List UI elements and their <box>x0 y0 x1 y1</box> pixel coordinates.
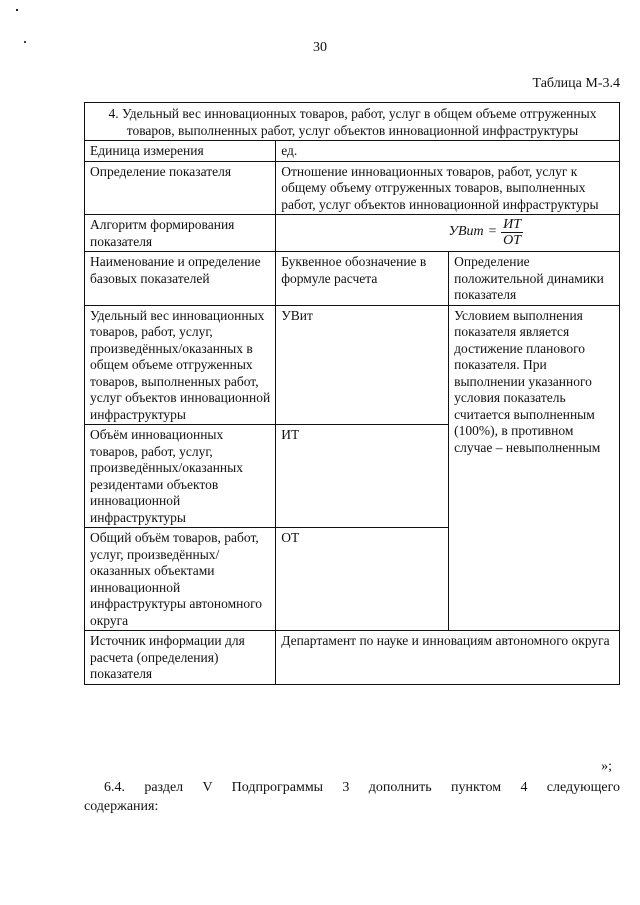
definition-value: Отношение инновационных товаров, работ, услуг к общему объему отгруженных товаров, выполненных работ, услуг объектов инновационной инфраструктуры <box>276 161 620 215</box>
algorithm-row <box>85 215 620 252</box>
source-value: Департамент по науке и инновациям автономного округа <box>276 631 620 685</box>
row-name: Объём инновационных товаров, работ, услуг, произведённых/оказанных резидентами объектов инновационной инфраструктуры <box>85 425 276 528</box>
formula-equals: = <box>487 224 498 240</box>
table-label: Таблица М-3.4 <box>532 76 620 91</box>
row-symbol: ИТ <box>276 425 449 528</box>
table-title: 4. Удельный вес инновационных товаров, работ, услуг в общем объеме отгруженных товаров, выполненных работ, услуг объектов инновационной инфраструктуры <box>85 103 620 141</box>
unit-row <box>85 141 620 162</box>
formula-lhs: УВит <box>448 224 484 240</box>
formula <box>449 217 523 248</box>
body-paragraph: 6.4. раздел V Подпрограммы 3 дополнить пунктом 4 следующего содержания: <box>84 780 620 814</box>
definition-label: Определение показателя <box>85 161 276 215</box>
col-header-symbol: Буквенное обозначение в формуле расчета <box>276 252 449 306</box>
col-header-dynamics: Определение положительной динамики показателя <box>449 252 620 306</box>
row-name: Общий объём товаров, работ, услуг, произведённых/оказанных объектами инновационной инфраструктуры автономного округа <box>85 528 276 631</box>
column-header-row <box>85 252 620 306</box>
definition-row <box>85 161 620 215</box>
unit-label: Единица измерения <box>85 141 276 162</box>
formula-numerator: ИТ <box>503 217 521 232</box>
dynamics-text: Условием выполнения показателя является достижение планового показателя. При выполнении указанного условия показатель считается выполненным (100%), в противном случае – невыполненным <box>449 305 620 631</box>
page-number: 30 <box>313 40 327 55</box>
source-row <box>85 631 620 685</box>
source-label: Источник информации для расчета (определения) показателя <box>85 631 276 685</box>
formula-denominator: ОТ <box>503 233 521 248</box>
formula-cell <box>276 215 620 252</box>
table-title-row <box>85 103 620 141</box>
row-name: Удельный вес инновационных товаров, работ, услуг, произведённых/оказанных в общем объеме отгруженных товаров, выполненных работ, услуг объектов инновационной инфраструктуры <box>85 305 276 425</box>
scan-speck <box>16 9 18 11</box>
algorithm-label: Алгоритм формирования показателя <box>85 215 276 252</box>
table-row <box>85 305 620 425</box>
row-symbol: УВит <box>276 305 449 425</box>
closing-quote: »; <box>601 759 612 774</box>
unit-value: ед. <box>276 141 620 162</box>
formula-fraction <box>501 217 523 248</box>
indicator-table <box>84 102 620 685</box>
row-symbol: ОТ <box>276 528 449 631</box>
col-header-name: Наименование и определение базовых показателей <box>85 252 276 306</box>
